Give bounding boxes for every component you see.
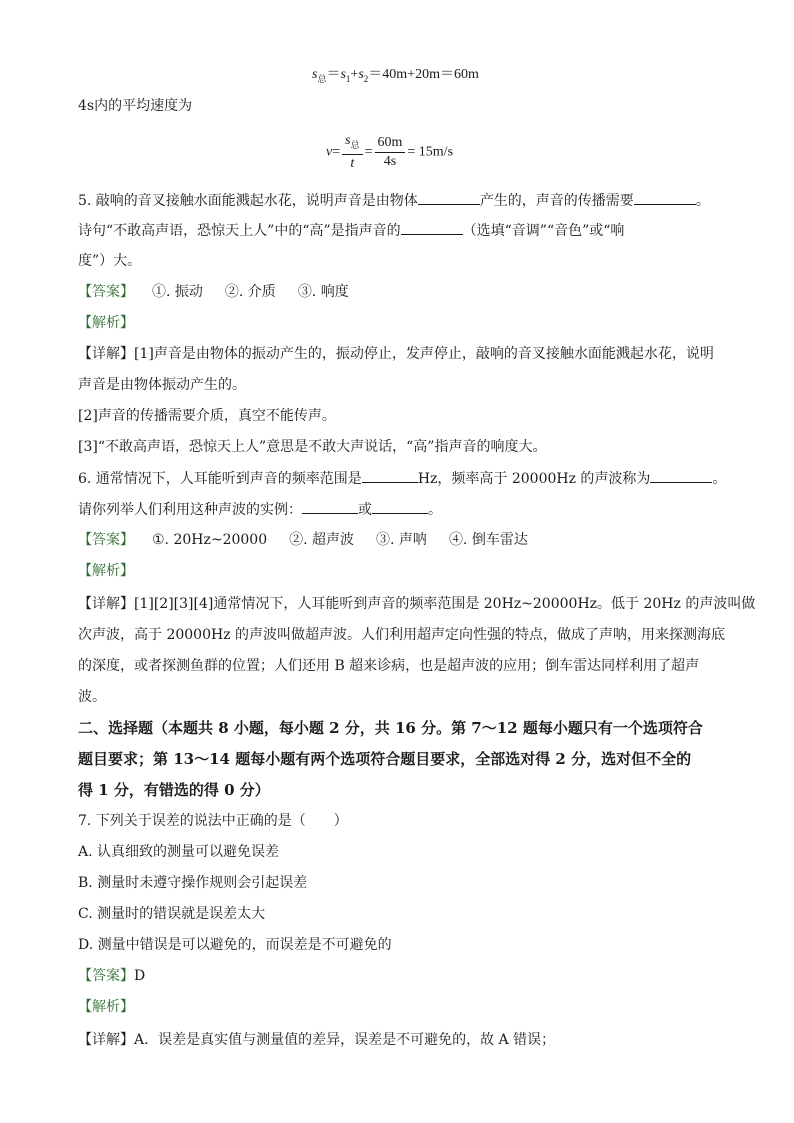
answer-item: ①. 振动 (152, 284, 203, 300)
section2-line2: 题目要求；第 13～14 题每小题有两个选项符合题目要求，全部选对得 2 分，选对但不全的 (78, 750, 692, 768)
q6-text: Hz，频率高于 20000Hz 的声波称为 (417, 471, 651, 487)
sub-total: 总 (317, 73, 327, 84)
answer-blank (362, 468, 418, 483)
q5-text: 5. 敲响的音叉接触水面能溅起水花，说明声音是由物体 (78, 193, 418, 209)
answer-blank (650, 468, 712, 483)
var-v: v (326, 144, 333, 160)
q7-analysis-label: 【解析】 (78, 999, 134, 1015)
q6-stem-line1 (78, 468, 726, 489)
formula-rhs: ＝40m+20m＝60m (368, 67, 479, 82)
q6-text: 或 (358, 502, 372, 518)
answer-item: ③. 响度 (297, 284, 349, 300)
plus: + (350, 67, 359, 82)
formula-average-speed (326, 132, 453, 173)
q5-detail-line3: [2]声音的传播需要介质，真空不能传声。 (78, 408, 336, 424)
q6-text: 请你列举人们利用这种声波的实例： (78, 502, 302, 518)
q5-text: 诗句“不敢高声语，恐惊天上人”中的“高”是指声音的 (78, 223, 401, 239)
frac-num: s (345, 133, 351, 148)
q5-answer-row (78, 282, 353, 302)
q5-stem-line1 (78, 190, 710, 211)
q6-detail-line4: 波。 (78, 689, 106, 705)
sub-1: 1 (345, 73, 351, 84)
frac-den-value: 4s (383, 153, 397, 169)
q5-detail-line1: 【详解】[1]声音是由物体的振动产生的，振动停止，发声停止，敲响的音叉接触水面能溅起水花，说明 (78, 346, 714, 362)
q6-text: 。 (712, 471, 727, 487)
q7-stem: 7. 下列关于误差的说法中正确的是（ ） (78, 813, 348, 829)
frac-num-sub: 总 (350, 139, 360, 150)
q7-detail-line1: 【详解】A．误差是真实值与测量值的差异，误差是不可避免的，故 A 错误； (78, 1032, 556, 1048)
answer-label: 【答案】 (78, 968, 134, 984)
q7-answer-row (78, 966, 145, 986)
answer-blank (418, 190, 480, 205)
q5-stem-line3: 度”）大。 (78, 253, 142, 269)
section2-line1: 二、选择题（本题共 8 小题，每小题 2 分，共 16 分。第 7～12 题每小题只有一个选项符合 (78, 719, 703, 737)
q6-text: 。 (428, 502, 442, 518)
formula-total-distance (312, 63, 479, 85)
answer-label: 【答案】 (78, 284, 134, 300)
answer-label: 【答案】 (78, 532, 134, 548)
q5-text: 。 (695, 193, 710, 209)
section2-line3: 得 1 分，有错选的得 0 分） (78, 781, 270, 799)
equals: = (364, 144, 373, 160)
q6-stem-line2 (78, 499, 442, 520)
sub-2: 2 (363, 73, 369, 84)
q5-detail-line2: 声音是由物体振动产生的。 (78, 377, 246, 393)
q5-stem-line2 (78, 220, 624, 241)
var-s2: s (358, 67, 364, 82)
q6-answer-row (78, 530, 532, 550)
q7-option-a: A. 认真细致的测量可以避免误差 (78, 844, 280, 860)
answer-blank (401, 220, 463, 235)
answer-item: ①. 20Hz~20000 (152, 532, 268, 548)
equals: ＝ (326, 67, 341, 82)
var-s: s (312, 67, 318, 82)
answer-item: ③. 声呐 (376, 532, 427, 548)
q7-option-b: B. 测量时未遵守操作规则会引起误差 (78, 875, 308, 891)
formula-rhs: = 15m/s (407, 144, 454, 160)
answer-item: ④. 倒车雷达 (448, 532, 528, 548)
q5-text: （选填“音调”“音色”或“响 (462, 223, 625, 239)
q5-text: 产生的，声音的传播需要 (479, 193, 634, 209)
answer-blank (372, 499, 428, 514)
q7-option-d: D. 测量中错误是可以避免的，而误差是不可避免的 (78, 937, 392, 953)
q6-detail-line2: 次声波，高于 20000Hz 的声波叫做超声波。人们利用超声定向性强的特点，做成了声呐，用来探测海底 (78, 627, 726, 643)
q7-option-c: C. 测量时的错误就是误差太大 (78, 906, 266, 922)
answer-blank (302, 499, 358, 514)
answer-value: D (134, 968, 146, 984)
q5-analysis-label: 【解析】 (78, 315, 134, 331)
answer-item: ②. 介质 (224, 284, 276, 300)
q5-detail-line4: [3]“不敢高声语，恐惊天上人”意思是不敢大声说话，“高”指声音的响度大。 (78, 439, 547, 455)
fraction-values (375, 134, 406, 171)
q6-detail-line1: 【详解】[1][2][3][4]通常情况下，人耳能听到声音的频率范围是 20Hz~20000Hz。低于 20Hz 的声波叫做 (78, 596, 756, 612)
equals: = (332, 144, 341, 160)
avg-speed-label: 4s内的平均速度为 (78, 98, 193, 114)
q6-analysis-label: 【解析】 (78, 563, 134, 579)
q6-text: 6. 通常情况下，人耳能听到声音的频率范围是 (78, 471, 362, 487)
q6-detail-line3: 的深度，或者探测鱼群的位置；人们还用 B 超来诊病，也是超声波的应用；倒车雷达同样利用了超声 (78, 658, 700, 674)
frac-num-value: 60m (375, 134, 406, 153)
var-s1: s (340, 67, 346, 82)
answer-item: ②. 超声波 (289, 532, 355, 548)
frac-den: t (350, 155, 355, 171)
fraction-s-over-t (342, 132, 362, 173)
answer-blank (634, 190, 696, 205)
